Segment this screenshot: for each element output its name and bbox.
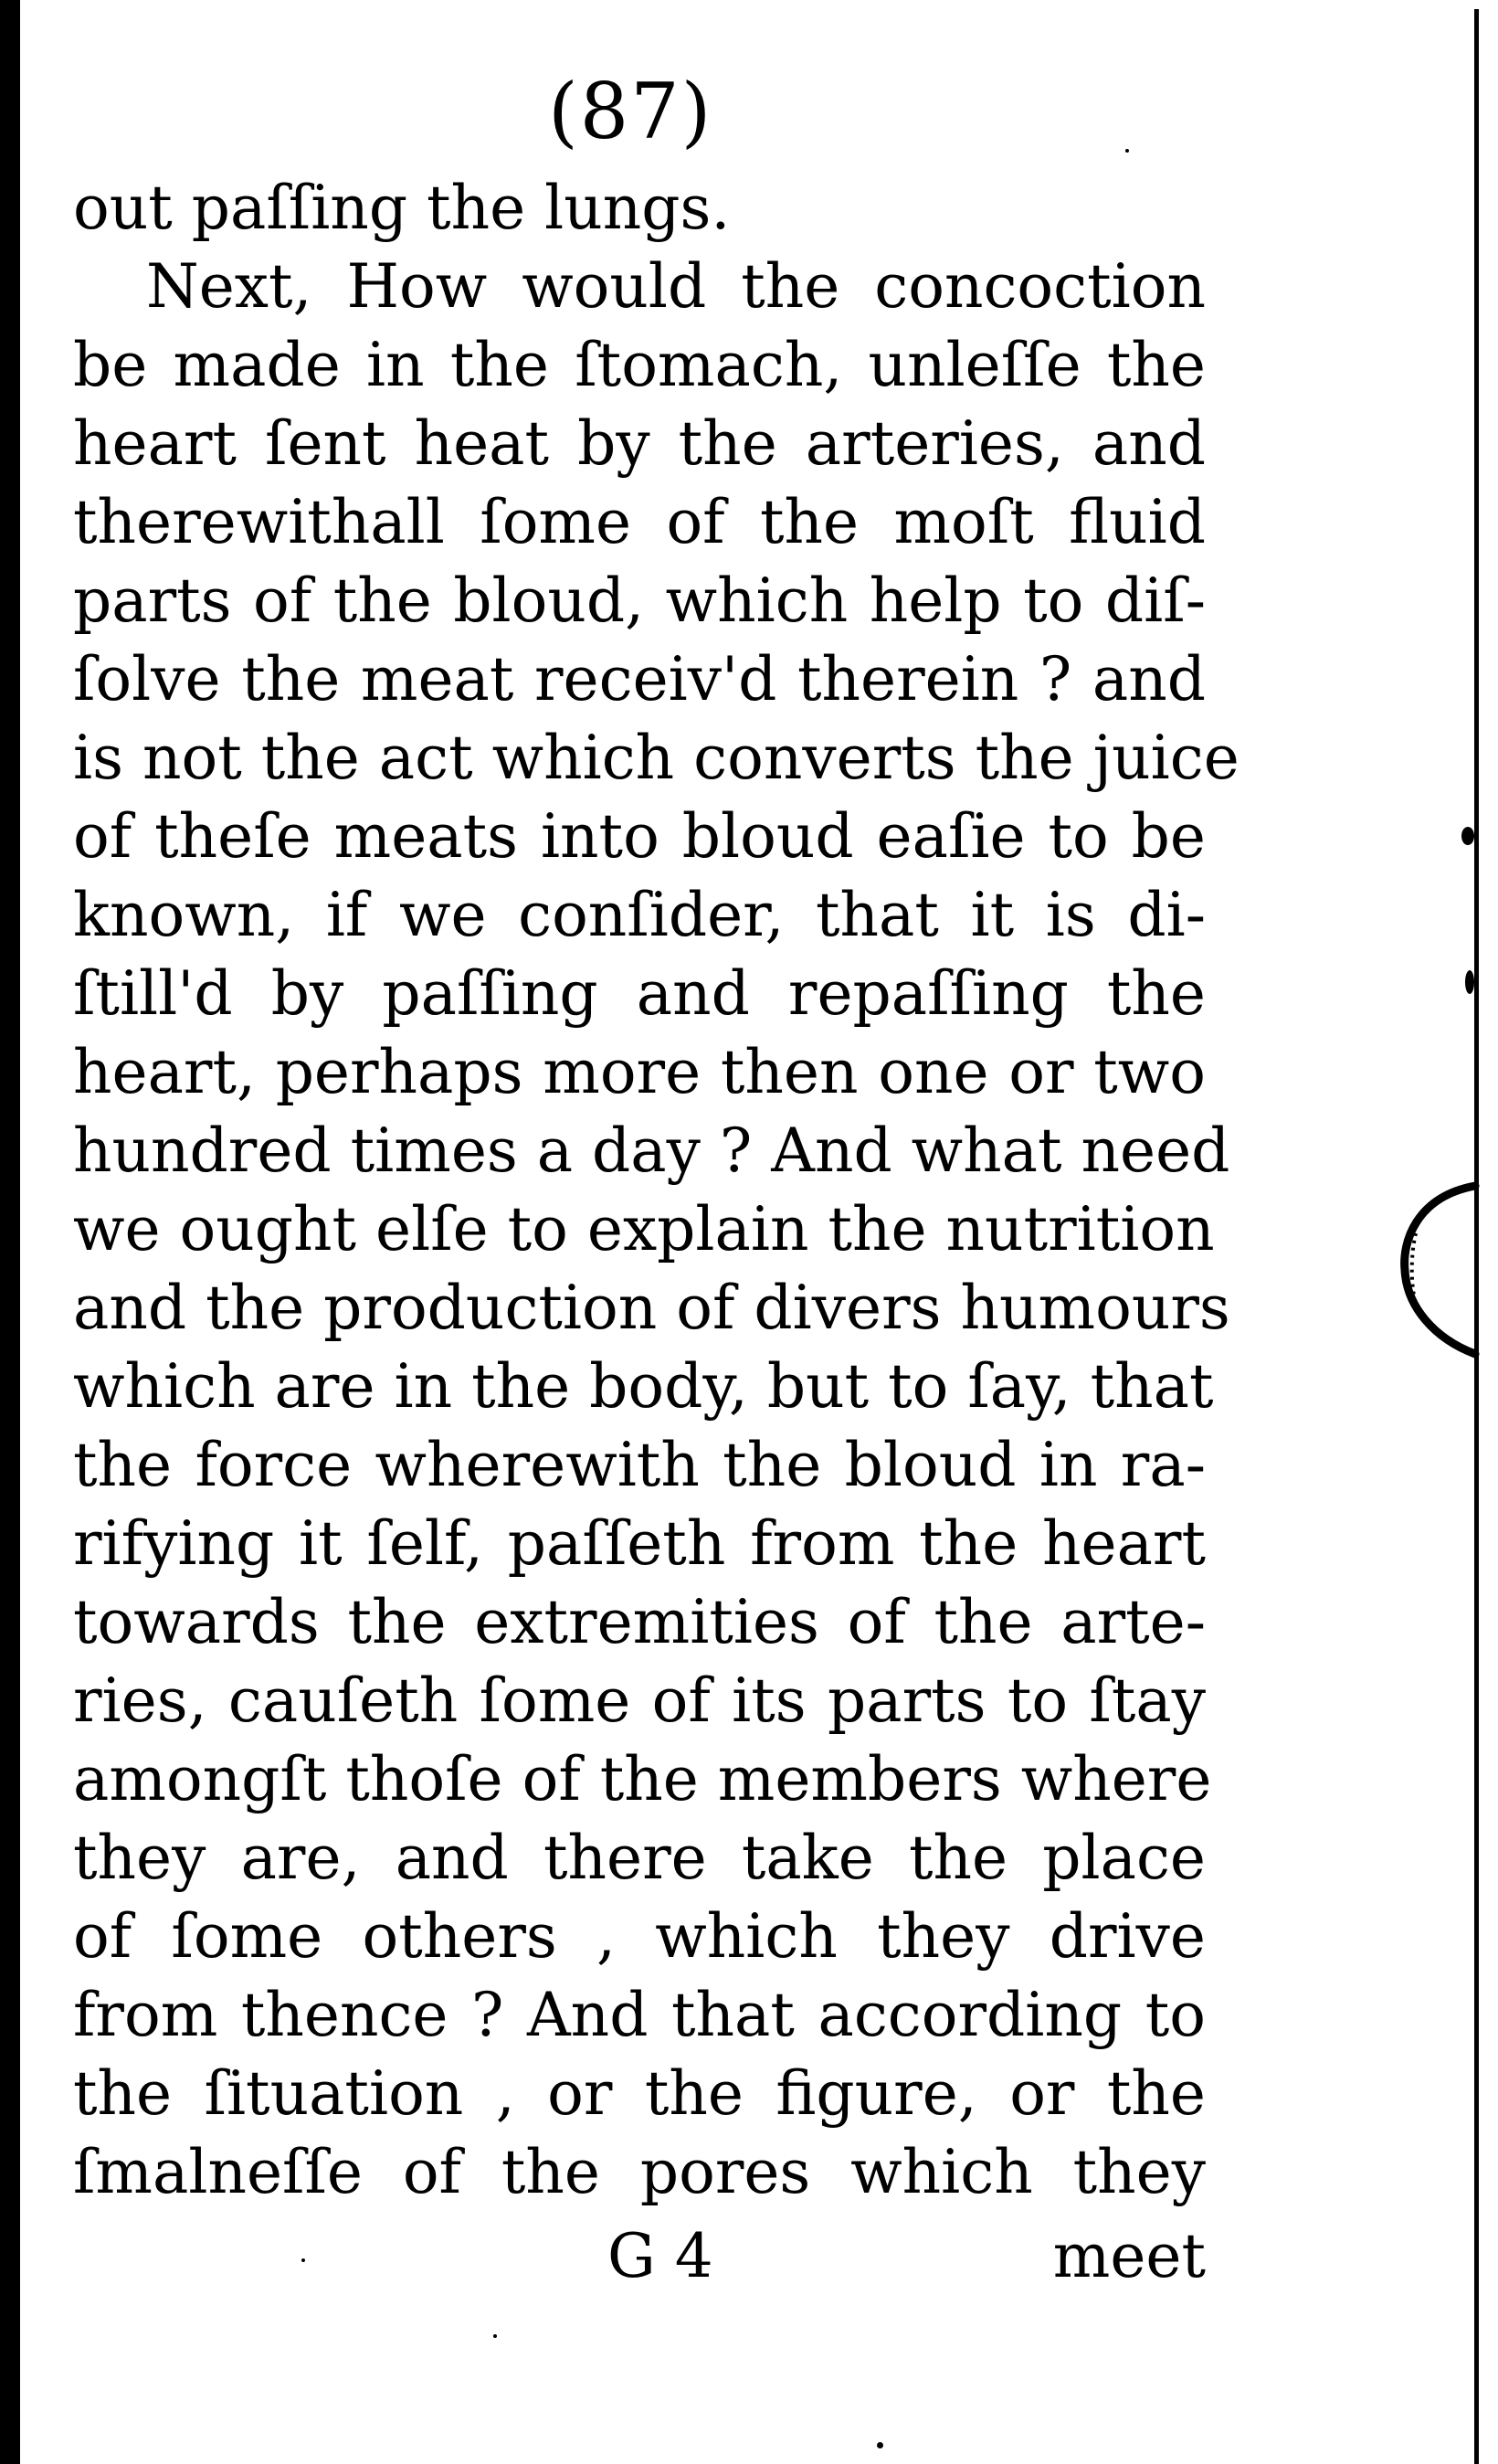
text-line: of ſome others , which they drive	[73, 1901, 1206, 1972]
text-line: heart, perhaps more then one or two	[73, 1037, 1206, 1107]
text-line: ſtill'd by paſſing and repaſſing the	[73, 958, 1206, 1029]
text-line: the force wherewith the bloud in ra-	[73, 1430, 1206, 1500]
ink-speck	[1461, 827, 1474, 845]
page-number: (87)	[548, 67, 713, 156]
text-line: amongſt thoſe of the members where	[73, 1744, 1212, 1814]
bracket-mark-icon	[1398, 1179, 1480, 1361]
text-line: and the production of divers humours	[73, 1273, 1230, 1343]
text-line: ries, cauſeth ſome of its parts to ſtay	[73, 1666, 1206, 1736]
text-line: parts of the bloud, which help to diſ-	[73, 566, 1206, 636]
page-footer	[73, 2215, 1206, 2298]
text-line: out paſſing the lungs.	[73, 173, 731, 243]
text-line: is not the act which converts the juice	[73, 723, 1240, 793]
text-line: rifying it ſelf, paſſeth from the heart	[73, 1508, 1206, 1579]
text-line: known, if we conſider, that it is di-	[73, 880, 1206, 950]
text-line: heart ſent heat by the arteries, and	[73, 408, 1206, 479]
left-binding-edge	[0, 0, 20, 2464]
text-line: hundred times a day ? And what need	[73, 1116, 1230, 1186]
text-line: the ſituation , or the figure, or the	[73, 2058, 1206, 2129]
text-line: we ought elſe to explain the nutrition	[73, 1194, 1215, 1264]
ink-speck	[493, 2334, 497, 2338]
catchword: meet	[1052, 2221, 1206, 2291]
text-line: Next, How would the concoction	[146, 251, 1206, 322]
ink-speck	[301, 2258, 305, 2262]
text-line: of theſe meats into bloud eaſie to be	[73, 801, 1206, 872]
text-line: be made in the ſtomach, unleſſe the	[73, 330, 1206, 400]
body-text	[73, 169, 1240, 2212]
ink-speck	[1465, 970, 1474, 994]
text-line: ſolve the meat receiv'd therein ? and	[73, 644, 1206, 714]
text-line: ſmalneſſe of the pores which they	[73, 2137, 1206, 2207]
signature-mark: G 4	[607, 2221, 713, 2291]
ink-speck	[877, 2442, 883, 2448]
text-line: which are in the body, but to ſay, that	[73, 1351, 1214, 1422]
text-line: they are, and there take the place	[73, 1823, 1206, 1893]
ink-speck	[1125, 149, 1129, 153]
text-line: from thence ? And that according to	[73, 1980, 1206, 2050]
text-line: therewithall ſome of the moſt fluid	[73, 487, 1206, 557]
text-line: towards the extremities of the arte-	[73, 1587, 1206, 1657]
